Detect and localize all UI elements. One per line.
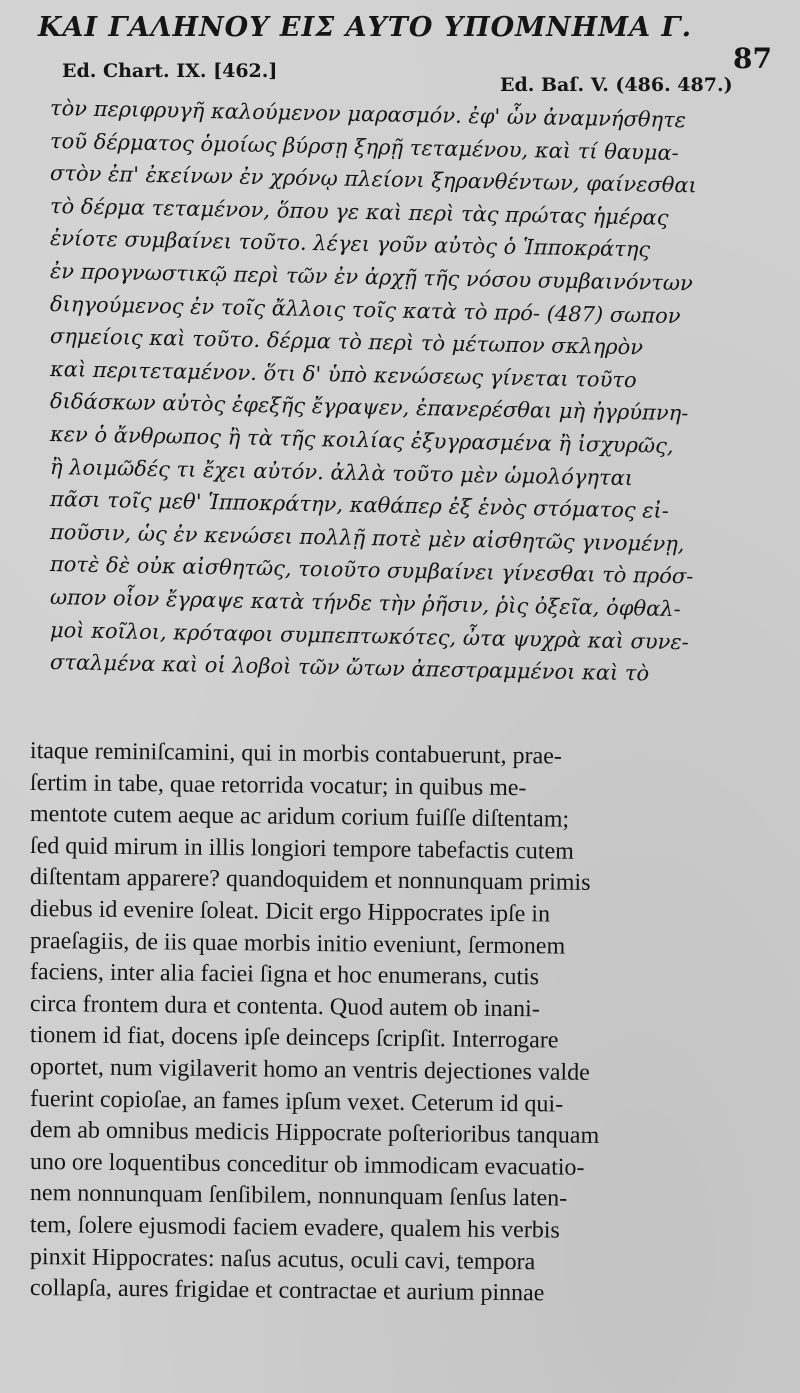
greek-line: πᾶσι τοῖς μεθ' Ἱπποκράτην, καθάπερ ἐξ ἑνὸς στόματος εἰ- [49, 487, 670, 524]
latin-line: tem, ſolere ejusmodi faciem evadere, qualem his verbis [29, 1211, 560, 1244]
latin-line: fuerint copioſae, an fames ipſum vexet. Ceterum id qui- [29, 1085, 564, 1118]
latin-line: praeſagiis, de iis quae morbis initio eveniunt, ſermonem [29, 927, 566, 960]
greek-line: κεν ὁ ἄνθρωπος ἢ τὰ τῆς κοιλίας ἐξυγρασμένα ἢ ἰσχυρῶς, [49, 421, 674, 458]
latin-text-block [30, 736, 770, 1305]
greek-line: ωπον οἷον ἔγραψε κατὰ τήνδε τὴν ῥῆσιν, ῥὶς ὀξεῖα, ὀφθαλ- [49, 584, 681, 622]
greek-line: διηγούμενος ἐν τοῖς ἄλλοις τοῖς κατὰ τὸ πρό- (487) σωπον [49, 291, 681, 328]
latin-line: oportet, num vigilaverit homo an ventris dejectiones valde [29, 1053, 590, 1086]
greek-line: τὸν περιφρυγῆ καλούμενον μαρασμόν. ἐφ' ὧν ἀναμνήσθητε [49, 96, 687, 133]
greek-line: τοῦ δέρματος ὁμοίως βύρσῃ ξηρῇ τεταμένου, καὶ τί θαυμα- [49, 128, 679, 165]
greek-text-block [49, 92, 768, 686]
greek-line: ἐνίοτε συμβαίνει τοῦτο. λέγει γοῦν αὐτὸς ὁ Ἱπποκράτης [49, 226, 651, 262]
latin-line: uno ore loquentibus conceditur ob immodicam evacuatio- [29, 1148, 585, 1181]
greek-line: ἢ λοιμῶδές τι ἔχει αὐτόν. ἀλλὰ τοῦτο μὲν ὡμολόγηται [49, 454, 634, 490]
latin-line: dem ab omnibus medicis Hippocrate poſterioribus tanquam [29, 1117, 600, 1150]
greek-line: σταλμένα καὶ οἱ λοβοὶ τῶν ὤτων ἀπεστραμμένοι καὶ τὸ [49, 650, 650, 686]
greek-line: διδάσκων αὐτὸς ἐφεξῆς ἔγραψεν, ἐπανερέσθαι μὴ ἠγρύπνη- [49, 389, 689, 426]
running-title: ΚΑΙ ΓΑΛΗΝΟΥ ΕΙΣ ΑΥΤΟ ΥΠΟΜΝΗΜΑ Γ. [37, 12, 692, 43]
greek-line: ποῦσιν, ὡς ἐν κενώσει πολλῇ ποτὲ μὲν αἰσθητῶς γινομένῃ, [49, 519, 685, 556]
latin-line: pinxit Hippocrates: naſus acutus, oculi cavi, tempora [29, 1243, 536, 1275]
latin-line: tionem id fiat, docens ipſe deinceps ſcripſit. Interrogare [29, 1022, 559, 1054]
edition-reference-chart: Ed. Chart. IX. [462.] [62, 60, 278, 82]
greek-line: τὸ δέρμα τεταμένον, ὅπου γε καὶ περὶ τὰς πρώτας ἡμέρας [49, 193, 669, 230]
latin-line: mentote cutem aeque ac aridum corium fuiſſe diſtentam; [29, 801, 570, 833]
latin-line: collapſa, aures frigidae et contractae et aurium pinnae [29, 1275, 545, 1307]
page-number: 87 [733, 42, 772, 75]
latin-line: circa frontem dura et contenta. Quod autem ob inani- [29, 990, 540, 1023]
edition-reference-basel: Ed. Baſ. V. (486. 487.) [500, 74, 733, 96]
greek-line: μοὶ κοῖλοι, κρόταφοι συμπεπτωκότες, ὦτα ψυχρὰ καὶ συνε- [49, 617, 689, 654]
greek-line: στὸν ἐπ' ἐκείνων ἐν χρόνῳ πλείονι ξηρανθέντων, φαίνεσθαι [49, 161, 698, 198]
latin-line: ſed quid mirum in illis longiori tempore tabefactis cutem [29, 832, 575, 865]
latin-line: diebus id evenire ſoleat. Dicit ergo Hippocrates ipſe in [29, 895, 551, 928]
latin-line: diſtentam apparere? quandoquidem et nonnunquam primis [29, 864, 591, 897]
latin-line: nem nonnunquam ſenſibilem, nonnunquam ſenſus laten- [29, 1180, 568, 1212]
latin-line: ſertim in tabe, quae retorrida vocatur; in quibus me- [29, 769, 527, 801]
greek-line: σημείοις καὶ τοῦτο. δέρμα τὸ περὶ τὸ μέτωπον σκληρὸν [49, 324, 644, 360]
greek-line: ἐν προγνωστικῷ περὶ τῶν ἐν ἀρχῇ τῆς νόσου συμβαινόντων [49, 258, 694, 296]
latin-line: faciens, inter alia faciei ſigna et hoc enumerans, cutis [29, 959, 540, 991]
greek-line: καὶ περιτεταμένον. ὅτι δ' ὑπὸ κενώσεως γίνεται τοῦτο [49, 356, 637, 393]
latin-line: itaque reminiſcamini, qui in morbis contabuerunt, prae- [29, 738, 562, 770]
greek-line: ποτὲ δὲ οὐκ αἰσθητῶς, τοιοῦτο συμβαίνει γίνεσθαι τὸ πρόσ- [49, 552, 694, 589]
